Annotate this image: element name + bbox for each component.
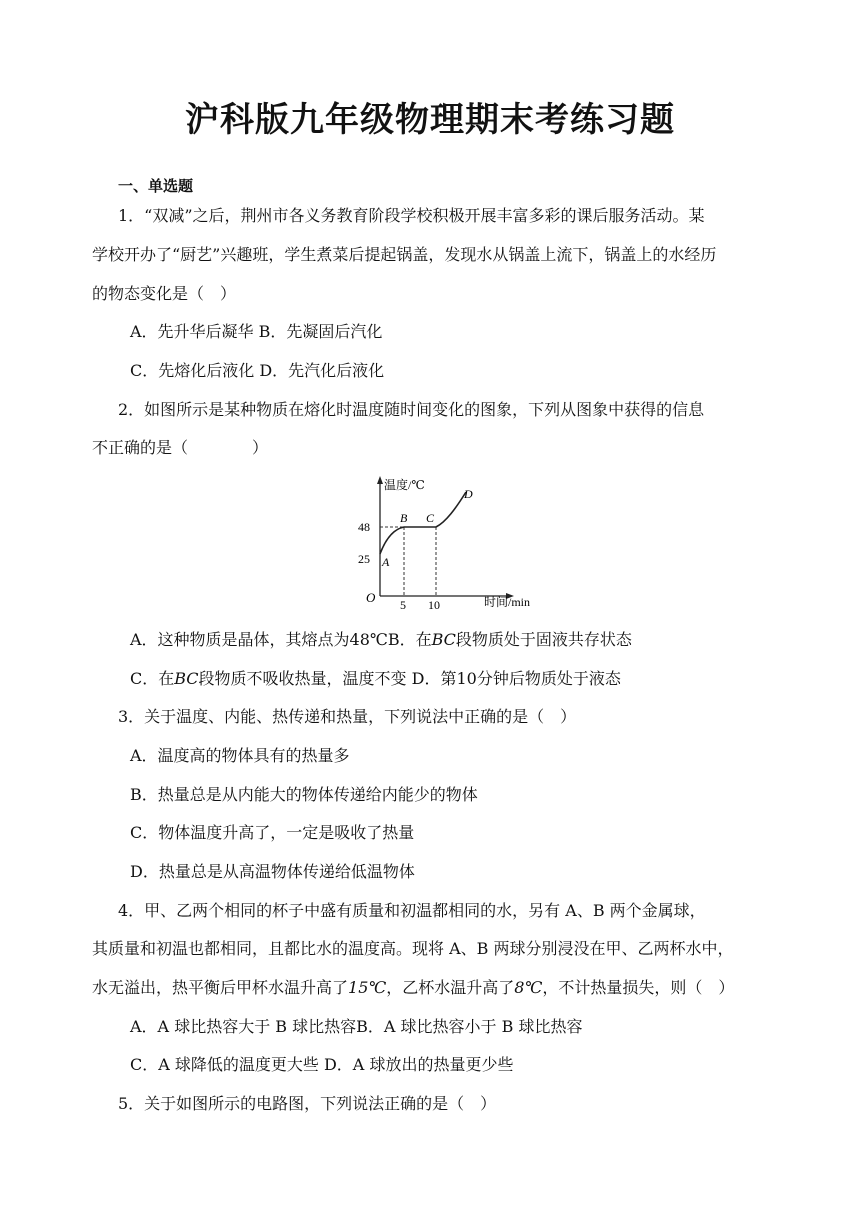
- q2-options-cd: [130, 669, 621, 689]
- q2-option-b-text: 段物质处于固液共存状态: [455, 630, 632, 649]
- y-tick-48: 48: [358, 520, 370, 534]
- q4-temp-1: 15℃: [348, 978, 387, 997]
- q4-line-2: 其质量和初温也都相同，且都比水的温度高。现将 A、B 两球分别浸没在甲、乙两杯水中，: [92, 939, 734, 958]
- x-tick-5: 5: [400, 598, 406, 612]
- point-d-label: D: [464, 487, 473, 501]
- q1-line-1: 1．“双减”之后，荆州市各义务教育阶段学校积极开展丰富多彩的课后服务活动。某: [118, 206, 705, 225]
- origin-label: O: [366, 590, 376, 605]
- page-title: 沪科版九年级物理期末考练习题: [185, 100, 675, 140]
- q3-option-d: D．热量总是从高温物体传递给低温物体: [130, 862, 415, 881]
- melting-curve-figure: [350, 474, 550, 614]
- section-heading: 一、单选题: [118, 177, 194, 195]
- y-tick-25: 25: [358, 552, 370, 566]
- q4-line-1: 4．甲、乙两个相同的杯子中盛有质量和初温都相同的水，另有 A、B 两个金属球，: [118, 901, 706, 920]
- q2-option-c-prefix: C．在: [130, 669, 175, 688]
- q5-stem: 5．关于如图所示的电路图，下列说法正确的是（ ）: [118, 1094, 497, 1113]
- q1-options-cd: C．先熔化后液化 D．先汽化后液化: [130, 361, 385, 380]
- point-a-label: A: [382, 555, 390, 569]
- q3-option-b: B．热量总是从内能大的物体传递给内能少的物体: [130, 785, 478, 804]
- q4-line-3-part-b: ，乙杯水温升高了: [386, 978, 515, 997]
- x-axis-label: 时间/min: [484, 595, 531, 609]
- x-tick-10: 10: [428, 598, 440, 612]
- q4-options-ab: A．A 球比热容大于 B 球比热容B．A 球比热容小于 B 球比热容: [130, 1017, 583, 1036]
- q1-line-3: 的物态变化是（ ）: [92, 284, 237, 303]
- q2-line-1: 2．如图所示是某种物质在熔化时温度随时间变化的图象，下列从图象中获得的信息: [118, 400, 705, 419]
- q2-option-a-text: A．这种物质是晶体，其熔点为48℃B．在: [130, 630, 432, 649]
- y-axis-label: 温度/℃: [384, 478, 425, 492]
- point-b-label: B: [400, 511, 408, 525]
- q4-temp-2: 8℃: [514, 978, 543, 997]
- q4-line-3: [92, 978, 734, 998]
- q4-line-3-part-c: ，不计热量损失，则（ ）: [542, 978, 735, 997]
- q2-options-ab: [130, 630, 632, 650]
- q3-option-c: C．物体温度升高了，一定是吸收了热量: [130, 823, 415, 842]
- q4-line-3-part-a: 水无溢出，热平衡后甲杯水温升高了: [92, 978, 349, 997]
- q3-option-a: A．温度高的物体具有的热量多: [130, 746, 350, 765]
- q1-line-2: 学校开办了“厨艺”兴趣班，学生煮菜后提起锅盖，发现水从锅盖上流下，锅盖上的水经历: [92, 245, 717, 264]
- q1-options-ab: A．先升华后凝华 B．先凝固后汽化: [130, 322, 383, 341]
- q2-line-2: 不正确的是（ ）: [92, 438, 269, 457]
- point-c-label: C: [426, 511, 435, 525]
- q2-option-c-symbol: BC: [174, 669, 199, 688]
- q4-options-cd: C．A 球降低的温度更大些 D．A 球放出的热量更少些: [130, 1055, 514, 1074]
- q2-option-c-text: 段物质不吸收热量，温度不变 D．第10分钟后物质处于液态: [198, 669, 621, 688]
- q3-stem: 3．关于温度、内能、热传递和热量，下列说法中正确的是（ ）: [118, 707, 577, 726]
- q2-option-b-symbol: BC: [431, 630, 456, 649]
